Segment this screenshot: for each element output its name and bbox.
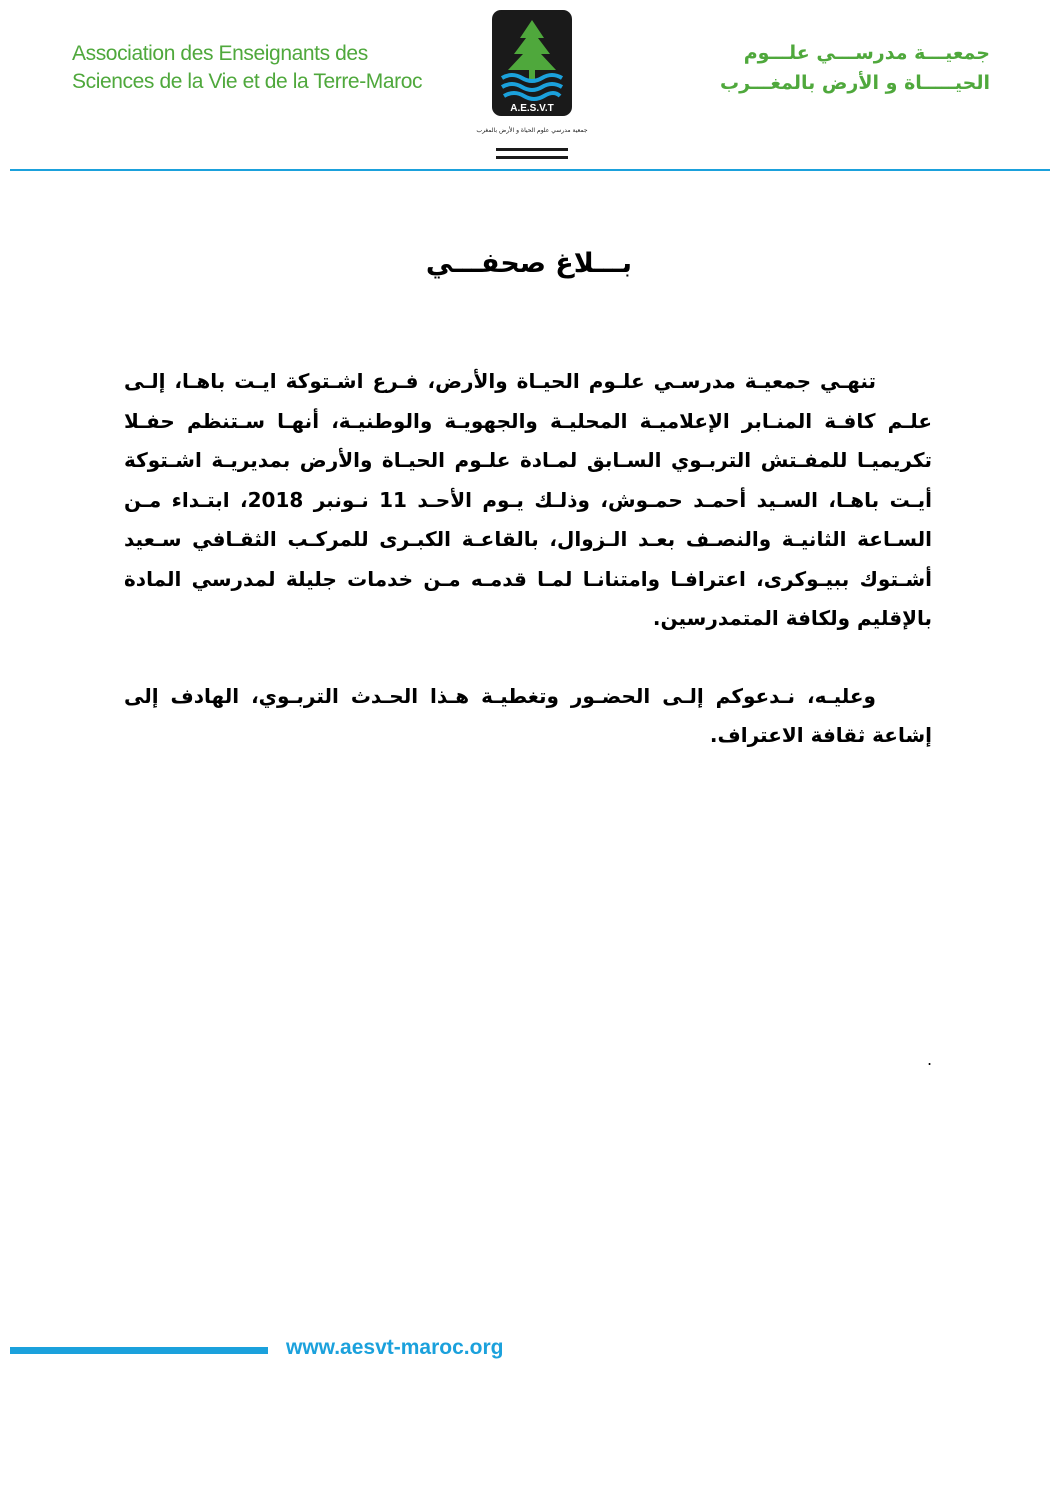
body-paragraph-1: تنهـي جمعيـة مدرسـي علـوم الحيـاة والأرض، فـرع اشـتوكة ايـت باهـا، إلـى علـم كافـة المنـابر الإعلاميـة المحليـة والجهويـة والوطنيـة، أنهـا سـتنظم حفـلا تكريميـا للمفـتش التربـوي السـابق لمـادة علـوم الحيـاة والأرض بمديريـة اشـتوكة أيـت باهـا، السـيد أحمـد حمـوش، وذلـك يـوم الأحـد 11 نـونبر 2018، ابتـداء مـن السـاعة الثانيـة والنصـف بعـد الـزوال، بالقاعـة الكبـرى للمركـب الثقـافي سـعيد أشـتوك ببيـوكرى، اعترافـا وامتنانـا لمـا قدمـه مـن خدمات جليلة لمدرسي المادة بالإقليم ولكافة المتمدرسين. [124,369,932,630]
footer-bar [10,1347,268,1354]
stray-mark: . [927,1050,933,1069]
header-fr-line-1: Association des Enseignants des [72,42,368,65]
header-ar-line-2: الحيـــــاة و الأرض بالمغـــرب [720,72,990,94]
logo-arabic-caption: جمعية مدرسي علوم الحياة و الأرض بالمغرب [476,127,588,134]
header-association-name-ar [630,38,990,98]
aesvt-logo [476,8,588,166]
header-ar-line-1: جمعيـــة مدرســـي علـــوم [743,42,990,64]
logo-tifinagh-caption [496,148,568,159]
body-paragraph-2: وعليـه، نـدعوكم إلـى الحضـور وتغطيـة هـذا الحـدث التربـوي، الهادف إلى إشاعة ثقافة الاعتراف. [124,683,932,747]
header-fr-line-2: Sciences de la Vie et de la Terre-Maroc [72,70,423,93]
press-release-title: بـــلاغ صحفـــي [425,248,633,279]
footer-website-link[interactable]: www.aesvt-maroc.org [286,1336,504,1359]
header-divider [10,169,1050,171]
press-release-body [124,362,932,756]
logo-acronym: A.E.S.V.T [510,103,554,114]
header-association-name-fr [72,40,432,96]
